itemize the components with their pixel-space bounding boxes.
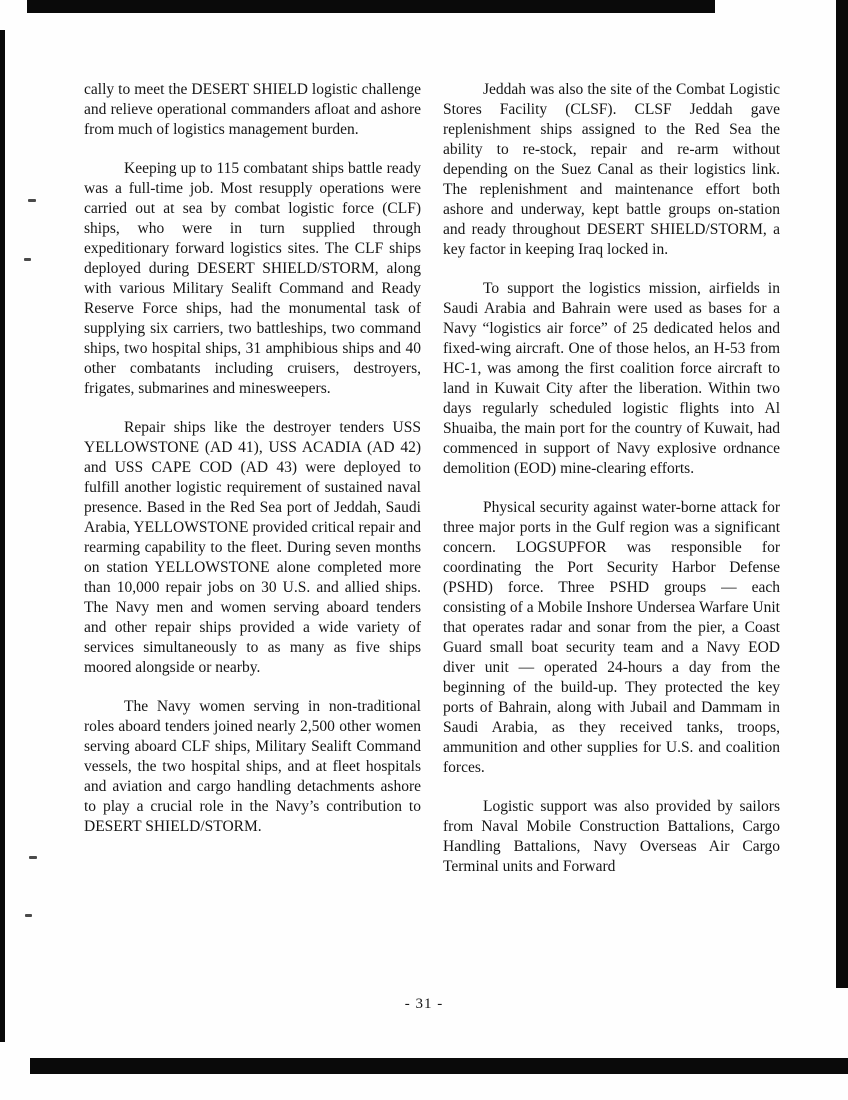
margin-mark bbox=[24, 258, 31, 261]
margin-mark bbox=[25, 914, 32, 917]
scan-artifact-right-bar bbox=[836, 0, 848, 988]
paragraph: Logistic support was also provided by sailors from Naval Mobile Construction Battalions, Cargo Handling Battalions, Navy Overseas Air Cargo Terminal units and Forward bbox=[443, 798, 780, 875]
text-column-right bbox=[443, 80, 780, 896]
paragraph: Jeddah was also the site of the Combat Logistic Stores Facility (CLSF). CLSF Jeddah gave replenishment ships assigned to the Red Sea the ability to re-stock, repair and re-arm without depending on the Suez Canal as their logistics link. The replenishment and maintenance effort both ashore and underway, kept battle groups on-station and ready throughout DESERT SHIELD/STORM, a key factor in keeping Iraq locked in. bbox=[443, 81, 780, 258]
paragraph: Repair ships like the destroyer tenders USS YELLOWSTONE (AD 41), USS ACADIA (AD 42) and USS CAPE COD (AD 43) were deployed to fulfill another logistic requirement of sustained naval presence. Based in the Red Sea port of Jeddah, Saudi Arabia, YELLOWSTONE provided critical repair and rearming capability to the fleet. During seven months on station YELLOWSTONE alone completed more than 10,000 repair jobs on 30 U.S. and allied ships. The Navy men and women serving aboard tenders and other repair ships provided a wide variety of services simultaneously to as many as five ships moored alongside or nearby. bbox=[84, 419, 421, 676]
scan-artifact-left-bar bbox=[0, 30, 5, 1042]
paragraph: Physical security against water-borne attack for three major ports in the Gulf region was a significant concern. LOGSUPFOR was responsible for coordinating the Port Security Harbor Defense (PSHD) force. Three PSHD groups — each consisting of a Mobile Inshore Undersea Warfare Unit that operates radar and sonar from the pier, a Coast Guard small boat security team and a Navy EOD diver unit — operated 24-hours a day from the beginning of the build-up. They protected the key ports of Bahrain, along with Jubail and Dammam in Saudi Arabia, as they received tanks, troops, ammunition and other supplies for U.S. and coalition forces. bbox=[443, 499, 780, 776]
scan-artifact-bottom-bar bbox=[30, 1058, 848, 1074]
margin-mark bbox=[29, 856, 37, 859]
paragraph: The Navy women serving in non-traditional roles aboard tenders joined nearly 2,500 other women serving aboard CLF ships, Military Sealift Command vessels, the two hospital ships, and at fleet hospitals and aviation and cargo handling detachments ashore to play a crucial role in the Navy’s contribution to DESERT SHIELD/STORM. bbox=[84, 698, 421, 835]
paragraph: To support the logistics mission, airfields in Saudi Arabia and Bahrain were used as bases for a Navy “logistics air force” of 25 dedicated helos and fixed-wing aircraft. One of those helos, an H-53 from HC-1, was among the first coalition force aircraft to land in Kuwait City after the liberation. Within two days regularly scheduled logistic flights into Al Shuaiba, the main port for the country of Kuwait, had commenced in support of Navy explosive ordnance demolition (EOD) mine-clearing efforts. bbox=[443, 280, 780, 477]
page-content bbox=[84, 80, 780, 896]
margin-mark bbox=[28, 199, 36, 202]
paragraph: cally to meet the DESERT SHIELD logistic challenge and relieve operational commanders afloat and ashore from much of logistics management burden. bbox=[84, 81, 421, 138]
paragraph: Keeping up to 115 combatant ships battle ready was a full-time job. Most resupply operations were carried out at sea by combat logistic force (CLF) ships, who were in turn supplied through expeditionary forward logistics sites. The CLF ships deployed during DESERT SHIELD/STORM, along with various Military Sealift Command and Ready Reserve Force ships, had the monumental task of supplying six carriers, two battleships, two command ships, two hospital ships, 31 amphibious ships and 40 other combatants including cruisers, destroyers, frigates, submarines and minesweepers. bbox=[84, 160, 421, 397]
scan-artifact-top-bar bbox=[27, 0, 715, 13]
text-column-left bbox=[84, 80, 421, 896]
page-number: - 31 - bbox=[404, 996, 444, 1012]
